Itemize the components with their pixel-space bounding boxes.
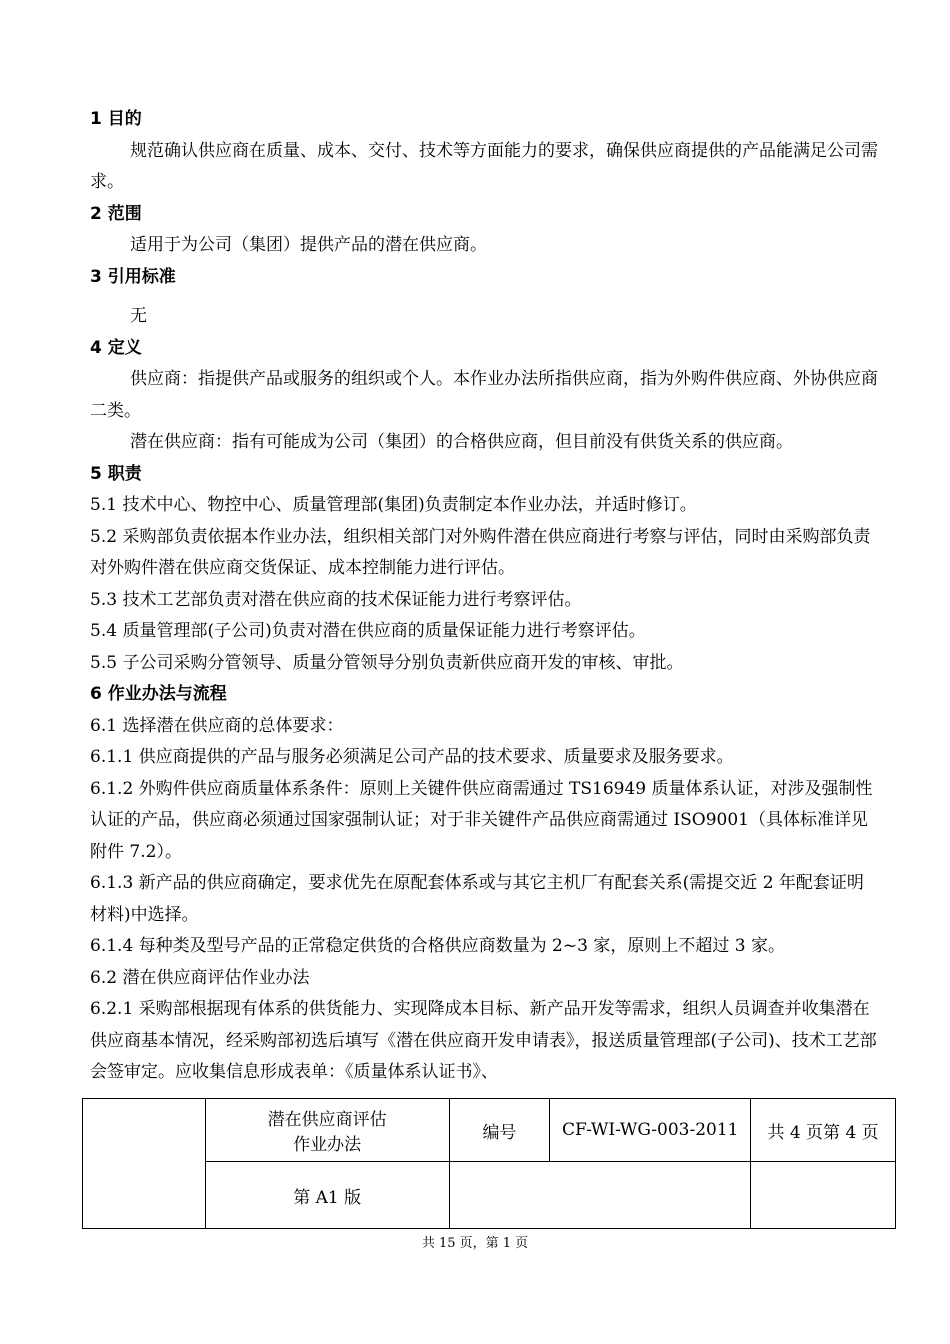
doc-title-cell <box>205 1099 449 1162</box>
clause: 5.2 采购部负责依据本作业办法，组织相关部门对外购件潜在供应商进行考察与评估，同时由采购部负责对外购件潜在供应商交货保证、成本控制能力进行评估。 <box>90 526 871 578</box>
clause: 5.3 技术工艺部负责对潜在供应商的技术保证能力进行考察评估。 <box>90 589 582 610</box>
section-heading: 5 职责 <box>90 463 142 484</box>
section-heading: 3 引用标准 <box>90 266 176 287</box>
clause: 6.2 潜在供应商评估作业办法 <box>90 967 310 988</box>
clause: 5.5 子公司采购分管领导、质量分管领导分别负责新供应商开发的审核、审批。 <box>90 652 684 673</box>
document-body <box>90 104 880 1089</box>
paragraph: 适用于为公司（集团）提供产品的潜在供应商。 <box>130 235 487 255</box>
doc-title-line1: 潜在供应商评估 <box>267 1110 387 1130</box>
clause: 6.1.2 外购件供应商质量体系条件：原则上关键件供应商需通过 TS16949 质量体系认证，对涉及强制性认证的产品，供应商必须通过国家强制认证；对于非关键件产品供应商需通过 ISO9001（具体标准详见附件 7.2）。 <box>90 778 873 862</box>
paragraph: 供应商：指提供产品或服务的组织或个人。本作业办法所指供应商，指为外购件供应商、外协供应商二类。 <box>90 369 878 421</box>
clause: 5.1 技术中心、物控中心、质量管理部(集团)负责制定本作业办法，并适时修订。 <box>90 495 697 515</box>
code-value: CF-WI-WG-003-2011 <box>550 1099 751 1162</box>
page-number: 共 15 页，第 1 页 <box>421 1236 529 1251</box>
section-heading: 4 定义 <box>90 337 142 358</box>
paragraph: 无 <box>130 306 147 326</box>
version-cell: 第 A1 版 <box>205 1162 449 1229</box>
empty-cell <box>751 1162 896 1229</box>
page-info: 共 4 页第 4 页 <box>751 1099 896 1162</box>
document-control-table <box>82 1098 896 1229</box>
clause: 6.2.1 采购部根据现有体系的供货能力、实现降成本目标、新产品开发等需求，组织人员调查并收集潜在供应商基本情况，经采购部初选后填写《潜在供应商开发申请表》，报送质量管理部(子公司)、技术工艺部会签审定。应收集信息形成表单：《质量体系认证书》、 <box>90 999 877 1082</box>
clause: 6.1.3 新产品的供应商确定，要求优先在原配套体系或与其它主机厂有配套关系(需提交近 2 年配套证明材料)中选择。 <box>90 873 864 925</box>
logo-cell <box>83 1099 206 1229</box>
section-heading: 6 作业办法与流程 <box>90 684 227 704</box>
clause: 6.1 选择潜在供应商的总体要求： <box>90 715 344 736</box>
empty-cell <box>449 1162 751 1229</box>
section-heading: 2 范围 <box>90 203 142 224</box>
paragraph: 规范确认供应商在质量、成本、交付、技术等方面能力的要求，确保供应商提供的产品能满足公司需求。 <box>90 140 878 192</box>
clause: 6.1.1 供应商提供的产品与服务必须满足公司产品的技术要求、质量要求及服务要求。 <box>90 747 734 767</box>
code-label: 编号 <box>449 1099 550 1162</box>
section-heading: 1 目的 <box>90 109 142 129</box>
clause: 6.1.4 每种类及型号产品的正常稳定供货的合格供应商数量为 2~3 家，原则上不超过 3 家。 <box>90 936 785 956</box>
doc-title-line2: 作业办法 <box>293 1135 362 1155</box>
paragraph: 潜在供应商：指有可能成为公司（集团）的合格供应商，但目前没有供货关系的供应商。 <box>130 432 793 452</box>
clause: 5.4 质量管理部(子公司)负责对潜在供应商的质量保证能力进行考察评估。 <box>90 621 646 641</box>
